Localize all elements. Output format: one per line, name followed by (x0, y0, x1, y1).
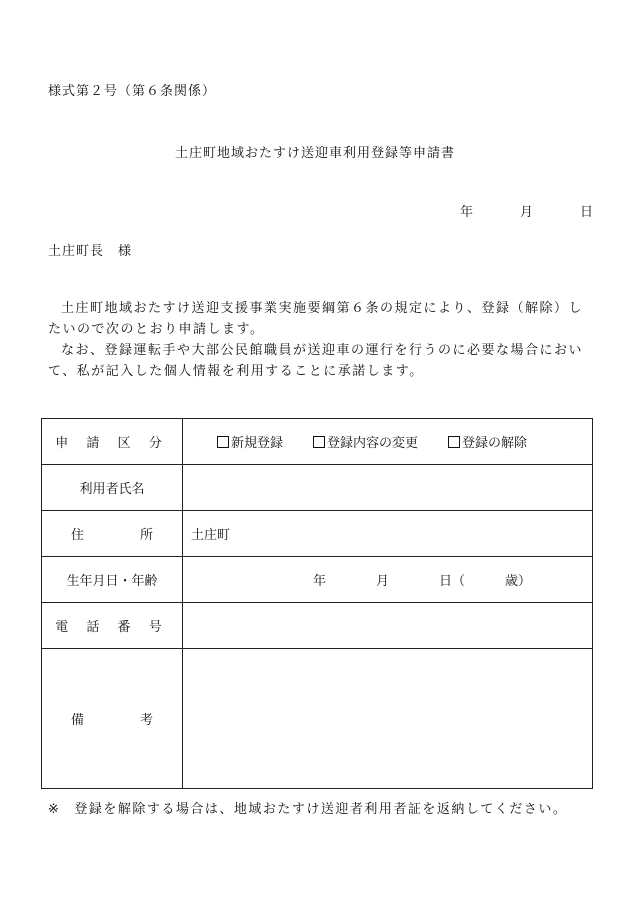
application-type-label: 申 請 区 分 (42, 419, 183, 465)
user-name-label: 利用者氏名 (42, 465, 183, 511)
statement-paragraph-1: 土庄町地域おたすけ送迎支援事業実施要綱第６条の規定により、登録（解除）したいので次のとおり申請します。 (48, 301, 584, 337)
checkbox-change-registration[interactable] (313, 436, 325, 448)
application-statement (48, 298, 596, 382)
footnote-mark: ※ (48, 802, 61, 817)
phone-label: 電 話 番 号 (42, 603, 183, 649)
row-remarks (42, 649, 593, 789)
row-birthdate (42, 557, 593, 603)
phone-field[interactable] (183, 603, 593, 649)
footnote (48, 798, 567, 817)
addressee-name: 土庄町長 (48, 244, 105, 259)
row-address (42, 511, 593, 557)
row-application-type (42, 419, 593, 465)
option-change-registration[interactable]: 登録内容の変更 (313, 432, 418, 451)
checkbox-cancel-registration[interactable] (448, 436, 460, 448)
option-cancel-registration[interactable]: 登録の解除 (448, 432, 527, 451)
date-day-label: 日 (580, 205, 594, 220)
application-type-options (183, 419, 593, 465)
option-new-registration[interactable]: 新規登録 (217, 432, 283, 451)
remarks-label: 備 考 (42, 649, 183, 789)
date-month-label: 月 (520, 205, 534, 220)
age-label: 歳） (505, 574, 532, 589)
statement-paragraph-2: なお、登録運転手や大部公民館職員が送迎車の運行を行うのに必要な場合において、私が記入した個人情報を利用することに承諾します。 (48, 343, 584, 379)
birthdate-age-field[interactable] (183, 557, 593, 603)
addressee-honorific: 様 (118, 244, 133, 259)
row-phone (42, 603, 593, 649)
remarks-field[interactable] (183, 649, 593, 789)
checkbox-new-registration[interactable] (217, 436, 229, 448)
birthdate-age-label: 生年月日・年齢 (42, 557, 183, 603)
user-name-field[interactable] (183, 465, 593, 511)
addressee (48, 240, 132, 259)
date-year-label: 年 (460, 205, 474, 220)
address-field[interactable]: 土庄町 (183, 511, 593, 557)
application-form-table (41, 418, 593, 789)
form-number: 様式第２号（第６条関係） (48, 84, 217, 99)
birth-day-label: 日（ (439, 574, 466, 589)
row-user-name (42, 465, 593, 511)
birth-year-label: 年 (313, 574, 327, 589)
footnote-text: 登録を解除する場合は、地域おたすけ送迎者利用者証を返納してください。 (74, 802, 568, 817)
birth-month-label: 月 (376, 574, 390, 589)
address-label: 住 所 (42, 511, 183, 557)
document-title: 土庄町地域おたすけ送迎車利用登録等申請書 (174, 146, 455, 161)
